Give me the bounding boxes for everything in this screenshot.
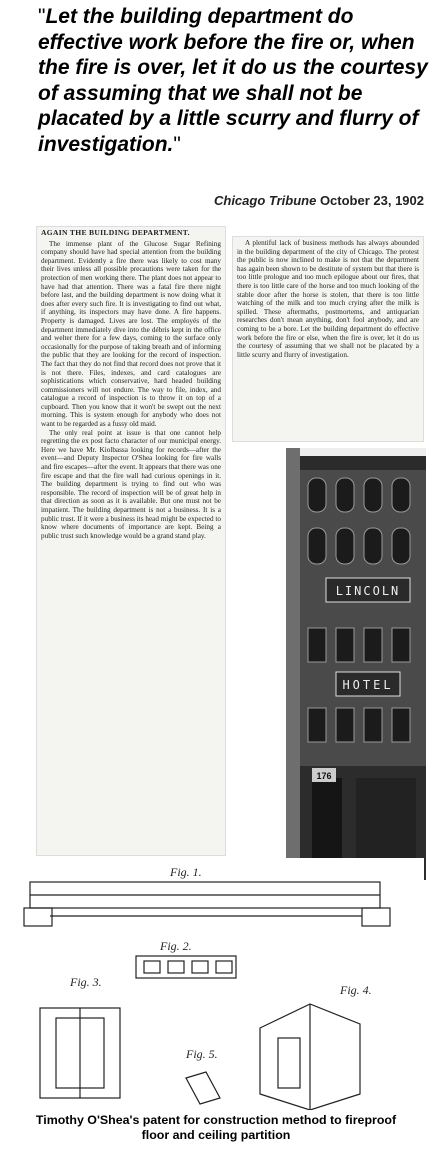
quote-close-mark: " [173,132,181,156]
patent-drawing [10,858,424,1130]
fig-2-label: Fig. 2. [160,939,192,953]
street-number: 176 [316,771,332,781]
sign-lincoln: LINCOLN [335,584,401,598]
sign-hotel: HOTEL [342,678,394,692]
attribution-date: October 23, 1902 [319,193,424,208]
quote-text: Let the building department do effective work before the fire or, when the fire is over, let it do us the courtesy of assuming that we shall not be placated by a little scurry and flurry of investigation. [38,5,428,156]
quote-open-mark: " [38,5,46,28]
fig-3-label: Fig. 3. [70,975,102,989]
clipping-column-1 [36,226,226,856]
quote-attribution [214,193,424,208]
caption-line-2: floor and ceiling partition [141,1127,291,1142]
fig-1-label: Fig. 1. [170,865,202,879]
pull-quote [38,4,428,157]
building-illustration [286,448,426,880]
fig-4-label: Fig. 4. [340,983,372,997]
clipping-paragraph: The immense plant of the Glucose Sugar Refining company should have had special attention from the building department. Evidently a fire there was likely to cost many their lives unless all possible precautions were taken for the protection of men working there. The plant does not appear to have had that attention. There was a fatal fire there night before last, and the building department is now doing what it does after every such fire. It is investigating to find out what, if anything, its inspectors may have done. A fire happens. Property is damaged. Lives are lost. The employés of the department immediately dive into the débris kept in the office and welter there for a few days, coming to the surface only occasionally for the purpose of taking breath and of informing the public that they are looking for the record of inspection. The fact that they do not find that record does not prove that it is not there. Files, indexes, and card catalogues are sophistications which conservative, hard headed building commissioners will not endure. The way to file, index, and catalogue a record of inspection is to throw it on top of a cupboard. Then you know that it won't be swept out the next morning. This is system enough for anybody who does not want to be regarded as a fussy old maid. [41,239,221,429]
caption-line-1: Timothy O'Shea's patent for construction method to fireproof [35,1113,397,1127]
patent-caption [0,1113,432,1142]
lincoln-hotel-photo [286,448,426,880]
attribution-source: Chicago Tribune [213,193,317,208]
clipping-column-2 [232,236,424,442]
fig-5-label: Fig. 5. [186,1047,218,1061]
clipping-paragraph: The only real point at issue is that one cannot help regretting the ex post facto character of our municipal energy. Here we have Mr. Kiolbassa looking for records—after the event—and Deputy Inspector O'Shea looking for fire walls and fire escapes—after the event. It appears that there was one fire escape and that the fire wall had curious openings in it. The building department is trying to find out who was responsible. The record of inspection will be of great help in that direction as soon as it is available. But one must not be impatient. The building department is not a business. It is a public trust. If it were a business its head might be expected to know where documents of importance are kept. Being a public trust such knowledge would be a grand stand play. [41,428,221,540]
patent-illustration [10,858,424,1110]
clipping-headline: AGAIN THE BUILDING DEPARTMENT. [41,228,190,237]
clipping-paragraph: A plentiful lack of business methods has always abounded in the building department of the city of Chicago. The protest the public is now inclined to make is not that the department has again been shown to be destitute of system but that there is too little prologue and too much epilogue about our fires, that there is too little care of the horse and too much looking of the stable door after the horse is stolen, that there is too little watching of the milk and too much crying after the milk is spilled. These aftermaths, postmortems, and antiquarian researches don't mean anything, don't fool anybody, and are coming to be a bore. Let the building department do effective work before the fire or else, when the fire is over, let it do us the courtesy of assuming that we shall not be placated by a little scurry and flurry of investigation. [237,239,419,359]
